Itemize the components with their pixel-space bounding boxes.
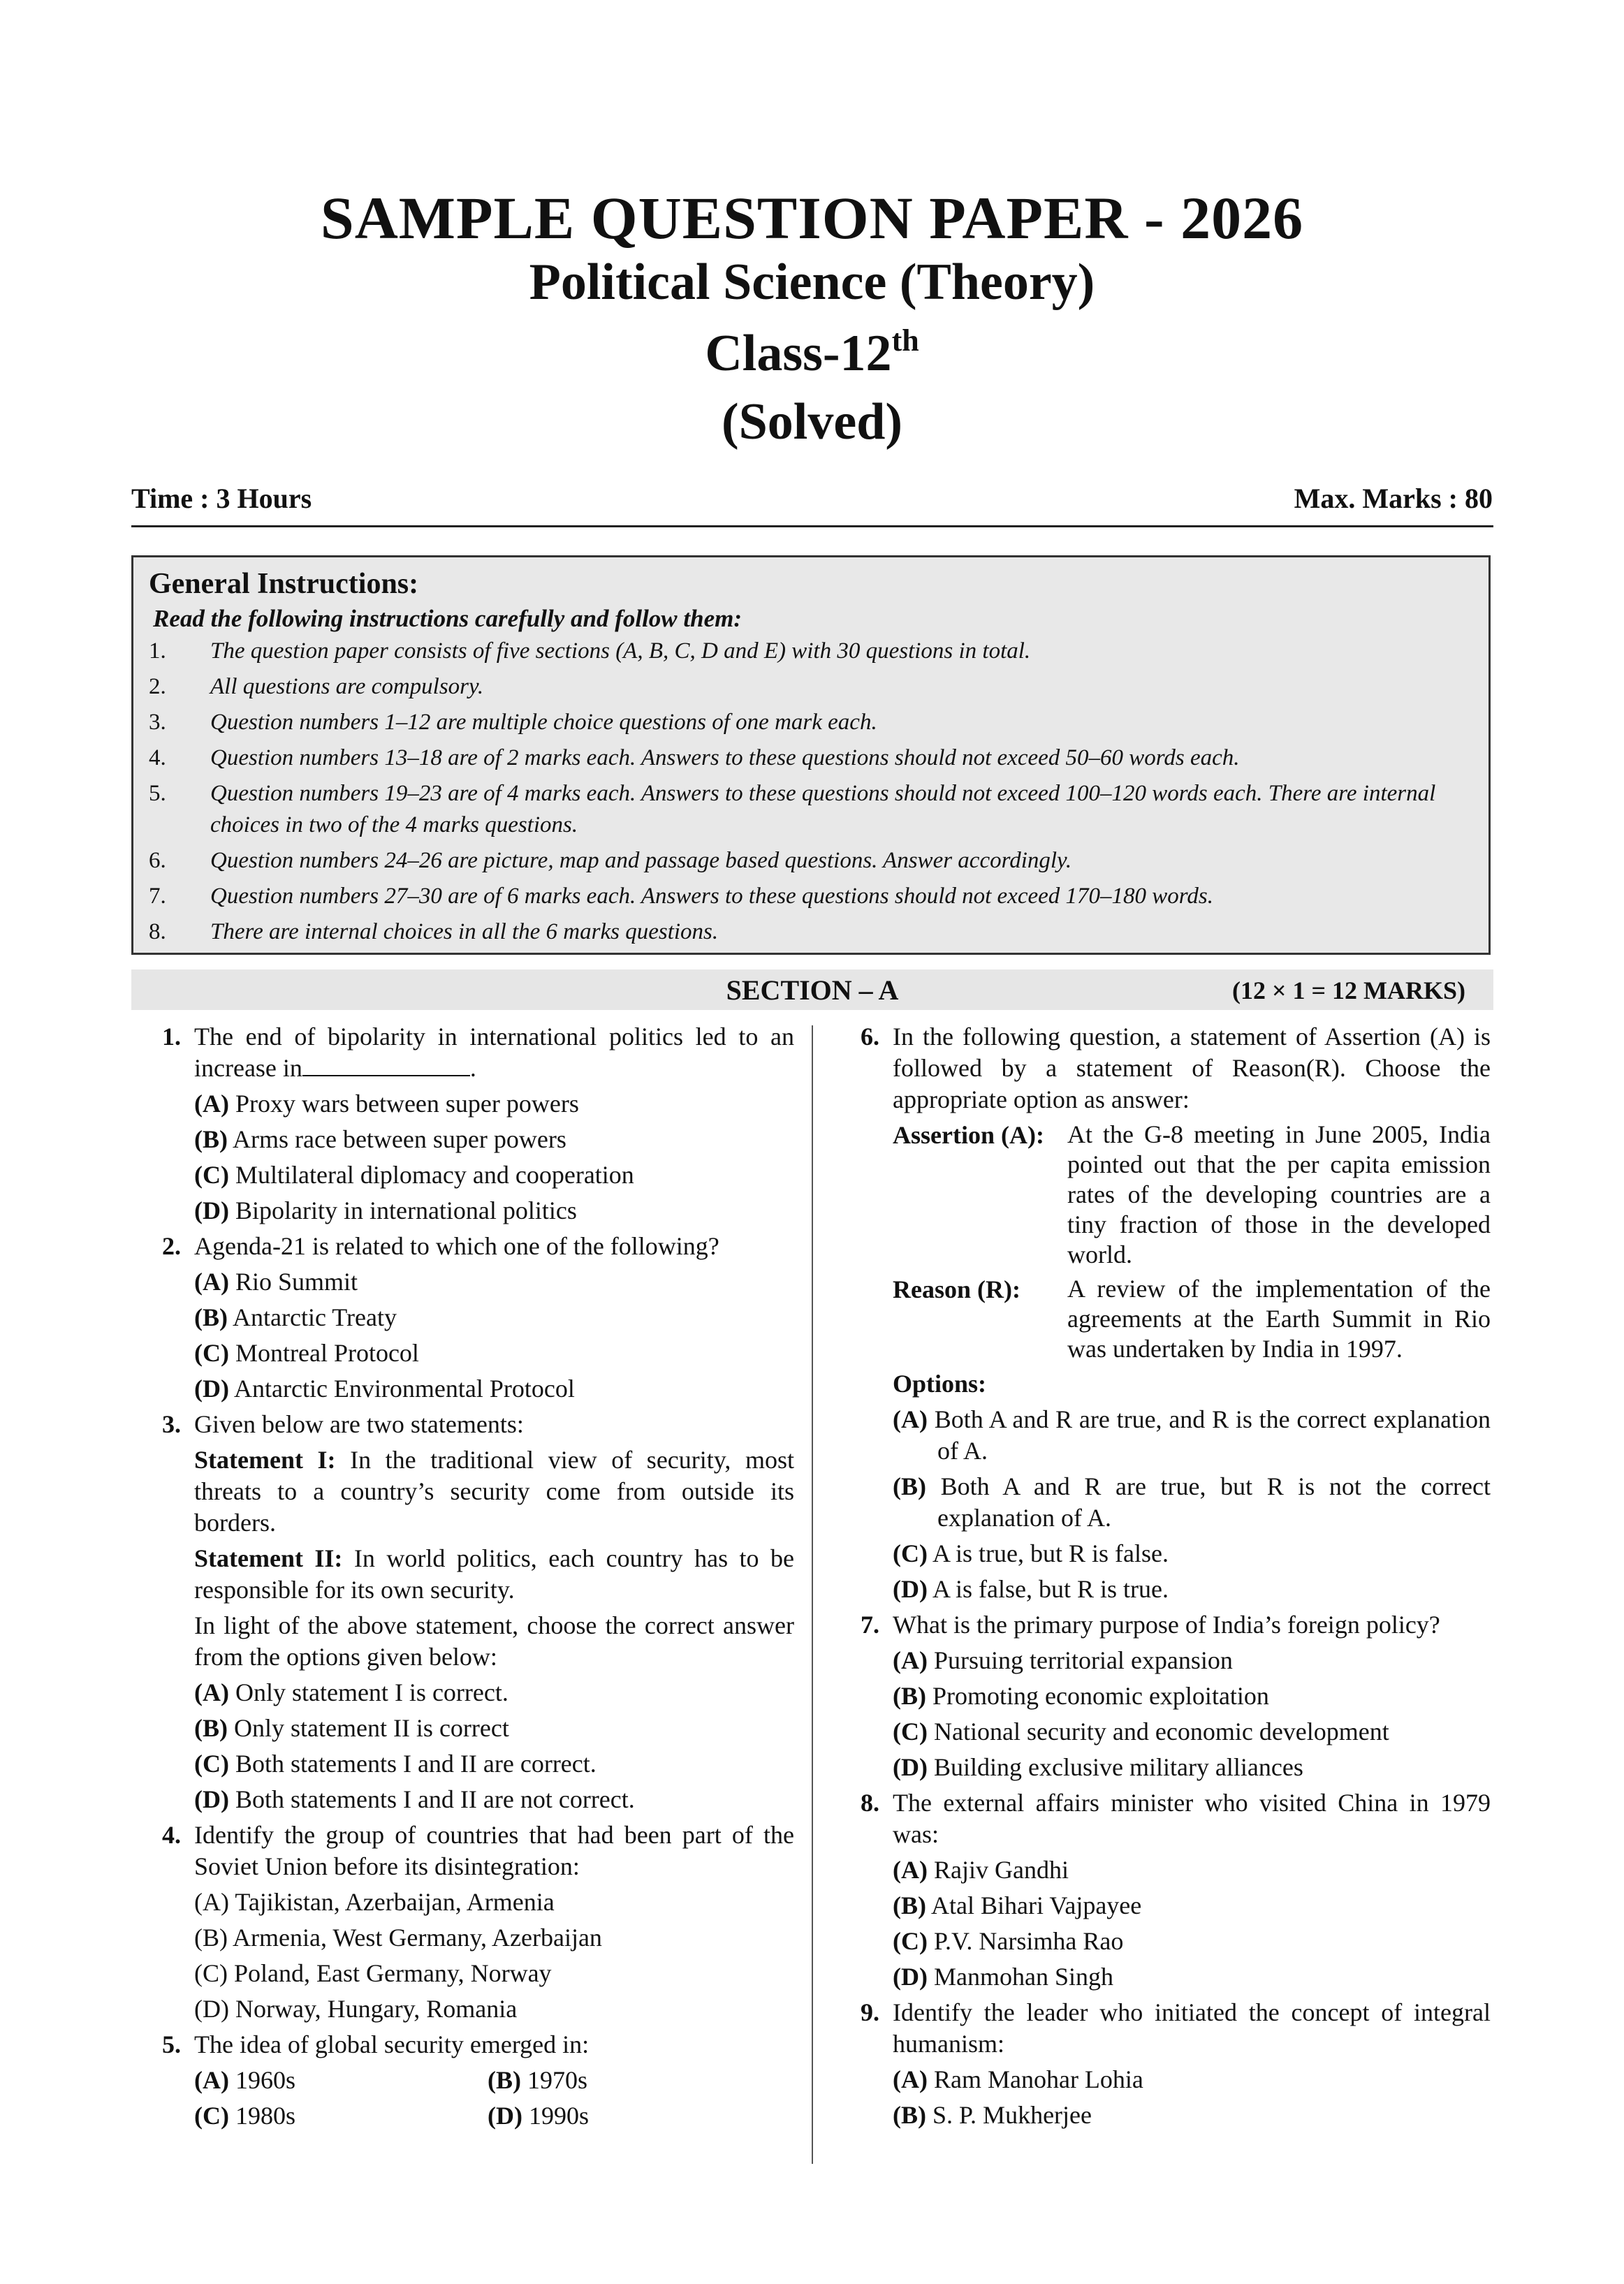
question-text: Agenda-21 is related to which one of the following? (194, 1232, 719, 1260)
reason: Reason (R): A review of the implementation of the agreements at the Earth Summit in Rio was undertaken by India in 1997. (893, 1275, 1491, 1363)
right-column (861, 1021, 1491, 2135)
question-9: 9. Identify the leader who initiated the concept of integral humanism: (A) Ram Manohar Lohia (B) S. P. Mukherjee (861, 1997, 1491, 2131)
option: (B) Only statement II is correct (194, 1714, 509, 1742)
question-text: The external affairs minister who visited China in 1979 was: (893, 1789, 1491, 1848)
paper-title: SAMPLE QUESTION PAPER - 2026 (320, 184, 1304, 251)
option: (B) Atal Bihari Vajpayee (893, 1891, 1142, 1919)
question-3: 3. Given below are two statements: Statement I: In the traditional view of security, most threats to a country’s security come from outside its borders. Statement II: In world politics, each country has to be responsible for its own security. In light of the above statement, choose the correct answer from the options given below: (A) Only statement I is correct. (B) Only statement II is correct (C) Both statements I and II are correct. (D) Both statements I and II are not correct. (162, 1409, 794, 1815)
instruction-item: 3. Question numbers 1–12 are multiple choice questions of one mark each. (149, 710, 877, 735)
question-2: 2. Agenda-21 is related to which one of the following? (A) Rio Summit (B) Antarctic Treaty (C) Montreal Protocol (D) Antarctic Environmental Protocol (162, 1231, 794, 1405)
option: (B) Antarctic Treaty (194, 1303, 397, 1331)
section-header-bar (131, 969, 1493, 1010)
question-text: What is the primary purpose of India’s foreign policy? (893, 1611, 1440, 1639)
subject-title: Political Science (Theory) (529, 254, 1095, 311)
option: (A) 1960s (194, 2066, 295, 2094)
option: (C) Montreal Protocol (194, 1339, 419, 1367)
option: (C) National security and economic development (893, 1718, 1389, 1745)
option: (A) Proxy wars between super powers (194, 1090, 579, 1118)
option: (C) 1980s (194, 2102, 295, 2130)
option: (A) Rio Summit (194, 1268, 358, 1296)
option: (C) P.V. Narsimha Rao (893, 1927, 1124, 1955)
max-marks-label: Max. Marks : 80 (1294, 483, 1493, 514)
option: (B) Both A and R are true, but R is not the correct explanation of A. (893, 1472, 1491, 1532)
option: (D) Bipolarity in international politics (194, 1196, 577, 1224)
option: (A) Both A and R are true, and R is the correct explanation of A. (893, 1405, 1491, 1465)
option: (D) Both statements I and II are not correct. (194, 1785, 635, 1813)
options-grid (194, 2065, 794, 2132)
option: (C) Poland, East Germany, Norway (194, 1959, 552, 1987)
instruction-item: 5. Question numbers 19–23 are of 4 marks each. Answers to these questions should not exceed 100–120 words each. There are internal choices in two of the 4 marks questions. (149, 781, 1436, 837)
section-marks: (12 × 1 = 12 MARKS) (1231, 976, 1465, 1004)
option: (A) Rajiv Gandhi (893, 1856, 1069, 1884)
left-column (162, 1021, 794, 2136)
option: (D) Building exclusive military alliances (893, 1753, 1303, 1781)
question-1: 1. The end of bipolarity in international politics led to an increase in . (A) Proxy wars between super powers (B) Arms race between super powers (C) Multilateral diplomacy and cooperation (D) Bipolarity in international politics (162, 1021, 794, 1227)
instructions-heading: General Instructions: (149, 568, 419, 600)
question-text: In the following question, a statement of Assertion (A) is followed by a statement of Reason(R). Choose the appropriate option as answer: (893, 1023, 1491, 1113)
statement-2: Statement II: In world politics, each country has to be responsible for its own security. (194, 1544, 794, 1604)
class-main: Class-12 (705, 325, 892, 382)
option: (D) 1990s (488, 2102, 589, 2130)
solved-label: (Solved) (722, 393, 902, 451)
option: (D) Antarctic Environmental Protocol (194, 1375, 575, 1403)
option: (D) Manmohan Singh (893, 1963, 1113, 1991)
option: (C) Multilateral diplomacy and cooperation (194, 1161, 634, 1189)
option: (B) Armenia, West Germany, Azerbaijan (194, 1924, 602, 1952)
options-label: Options: (893, 1370, 987, 1398)
option: (C) Both statements I and II are correct. (194, 1750, 597, 1778)
class-title (0, 323, 1624, 383)
option: (B) 1970s (488, 2066, 588, 2094)
section-title: SECTION – A (726, 974, 899, 1006)
assertion: Assertion (A): At the G-8 meeting in June 2005, India pointed out that the per capita emission rates of the developing countries are a tiny fraction of those in the developed world. (893, 1120, 1491, 1268)
option: (B) S. P. Mukherjee (893, 2101, 1092, 2129)
option: (C) A is true, but R is false. (893, 1539, 1169, 1567)
option: (D) Norway, Hungary, Romania (194, 1995, 518, 2023)
question-5: 5. The idea of global security emerged in: (A) 1960s (B) 1970s (C) 1980s (D) 1990s (162, 2029, 794, 2132)
statement-1: Statement I: In the traditional view of security, most threats to a country’s security come from outside its borders. (194, 1446, 795, 1537)
instruction-item: 6. Question numbers 24–26 are picture, map and passage based questions. Answer accordingly. (149, 848, 1072, 873)
option: (A) Pursuing territorial expansion (893, 1646, 1233, 1674)
question-text: Given below are two statements: (194, 1410, 524, 1438)
question-instruction: In light of the above statement, choose the correct answer from the options given below: (194, 1611, 794, 1671)
question-text: The idea of global security emerged in: (194, 2030, 590, 2058)
question-text: The end of bipolarity in international politics led to an increase in . (194, 1023, 794, 1082)
instruction-item: 8. There are internal choices in all the 6 marks questions. (149, 919, 719, 944)
instruction-item: 7. Question numbers 27–30 are of 6 marks each. Answers to these questions should not exceed 170–180 words. (149, 884, 1213, 909)
instructions-intro: Read the following instructions carefully and follow them: (153, 605, 742, 632)
instruction-item: 1. The question paper consists of five sections (A, B, C, D and E) with 30 questions in total. (149, 638, 1031, 664)
option: (A) Ram Manohar Lohia (893, 2065, 1143, 2093)
instruction-item: 4. Question numbers 13–18 are of 2 marks each. Answers to these questions should not exceed 50–60 words each. (149, 745, 1240, 770)
header-divider (131, 525, 1493, 527)
question-text: Identify the group of countries that had been part of the Soviet Union before its disintegration: (194, 1821, 794, 1880)
class-superscript: th (891, 323, 919, 358)
instruction-item: 2. All questions are compulsory. (149, 674, 484, 699)
option: (D) A is false, but R is true. (893, 1575, 1169, 1603)
column-divider (812, 1025, 813, 2164)
question-4: 4. Identify the group of countries that had been part of the Soviet Union before its disintegration: (A) Tajikistan, Azerbaijan, Armenia (B) Armenia, West Germany, Azerbaijan (C) Poland, East Germany, Norway (D) Norway, Hungary, Romania (162, 1820, 794, 2025)
question-7: 7. What is the primary purpose of India’s foreign policy? (A) Pursuing territorial expansion (B) Promoting economic exploitation (C) National security and economic development (D) Building exclusive military alliances (861, 1609, 1491, 1783)
option: (B) Promoting economic exploitation (893, 1682, 1269, 1710)
fill-blank (302, 1054, 470, 1076)
time-label: Time : 3 Hours (131, 483, 312, 514)
option: (B) Arms race between super powers (194, 1125, 566, 1153)
question-6: 6. In the following question, a statement of Assertion (A) is followed by a statement of Reason(R). Choose the appropriate option as answer: Assertion (A): At the G-8 meeting in June 2005, India pointed out that the per capita emission rates of the developing countries are a tiny fraction of those in the developed world. Reason (R): A review of the implementation of the agreements at the Earth Summit in Rio was undertaken by India in 1997. Options: (A) Both A and R are true, and R is the correct explanation of A. (B) Both A and R are true, but R is not the correct explanation of A. (C) A is true, but R is false. (D) A is false, but R is true. (861, 1021, 1491, 1605)
question-8: 8. The external affairs minister who visited China in 1979 was: (A) Rajiv Gandhi (B) Atal Bihari Vajpayee (C) P.V. Narsimha Rao (D) Manmohan Singh (861, 1787, 1491, 1993)
general-instructions-box (131, 555, 1491, 955)
question-text: Identify the leader who initiated the concept of integral humanism: (893, 1998, 1491, 2058)
option: (A) Tajikistan, Azerbaijan, Armenia (194, 1888, 555, 1916)
option: (A) Only statement I is correct. (194, 1678, 509, 1706)
